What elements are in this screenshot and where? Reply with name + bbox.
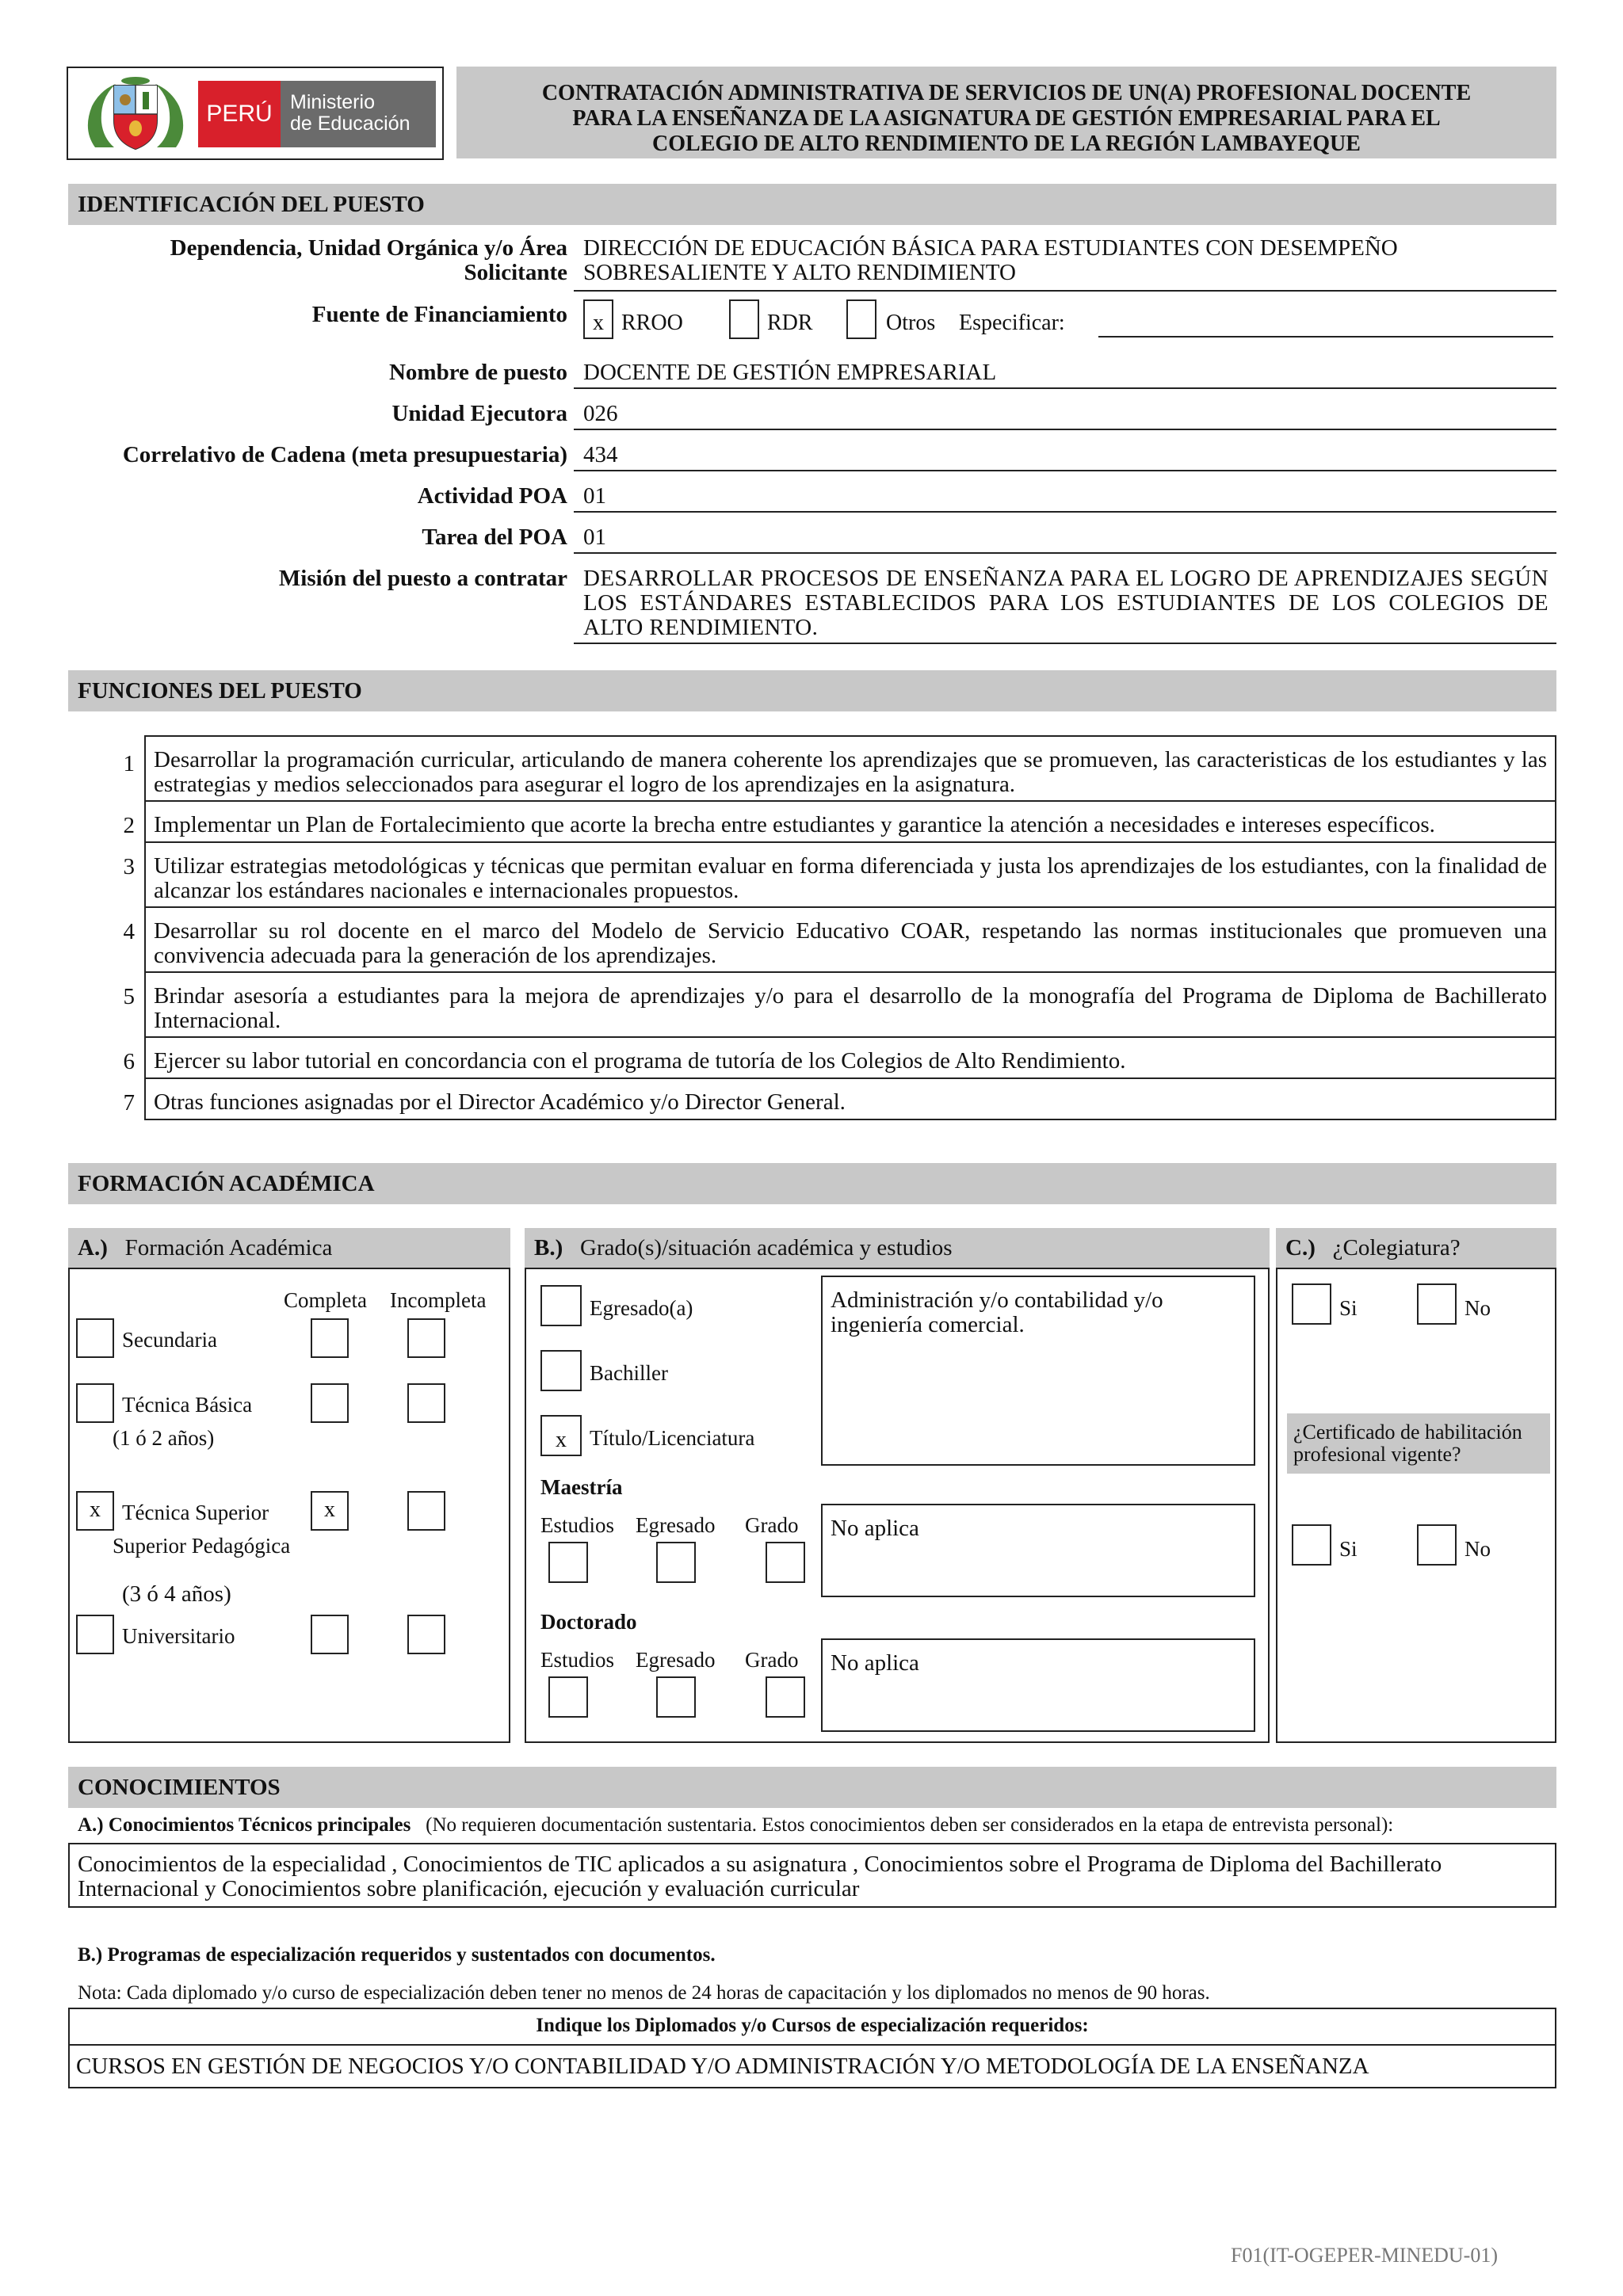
titulo-label: Título/Licenciatura [590, 1426, 755, 1450]
universitario-label: Universitario [122, 1624, 235, 1648]
funcion-item-1: Desarrollar la programación curricular, articulando de manera coherente los aprendizajes que se promueven, las caracteristicas de los estudiantes y las estrategias y medios seleccionados para asegurar el logro de los aprendizajes en la asignatura. [144, 735, 1556, 802]
nombre-value: DOCENTE DE GESTIÓN EMPRESARIAL [574, 360, 1556, 389]
section-conocimientos: CONOCIMIENTOS [68, 1767, 1556, 1808]
ministry-gray-block [281, 81, 436, 147]
doctorado-grado-checkbox[interactable] [766, 1676, 805, 1718]
doctorado-estudios-checkbox[interactable] [548, 1676, 588, 1718]
carrera-box: Administración y/o contabilidad y/o ingeniería comercial. [821, 1276, 1255, 1466]
panel-c-title: ¿Colegiatura? [1332, 1235, 1461, 1261]
tarea-label: Tarea del POA [422, 524, 567, 550]
panel-b-title: Grado(s)/situación académica y estudios [580, 1235, 953, 1261]
otros-checkbox[interactable] [846, 299, 876, 339]
panel-c-body [1276, 1268, 1556, 1743]
correlativo-label: Correlativo de Cadena (meta presupuestaria) [122, 442, 567, 467]
secundaria-label: Secundaria [122, 1328, 217, 1352]
nombre-label: Nombre de puesto [388, 360, 567, 385]
secundaria-completa-checkbox[interactable] [311, 1318, 349, 1358]
otros-label: Otros [886, 311, 936, 335]
title-line3: COLEGIO DE ALTO RENDIMIENTO DE LA REGIÓN LAMBAYEQUE [652, 132, 1361, 156]
maestria-grado-checkbox[interactable] [766, 1542, 805, 1583]
secundaria-checkbox[interactable] [76, 1318, 114, 1358]
funcion-num-5: 5 [123, 984, 135, 1009]
funcion-item-4: Desarrollar su rol docente en el marco del Modelo de Servicio Educativo COAR, respetando las normas institucionales que promueven una convivencia adecuada para la generación de los aprendizajes. [144, 906, 1556, 973]
tecnica-basica-checkbox[interactable] [76, 1383, 114, 1423]
colegiatura-no-checkbox[interactable] [1417, 1283, 1457, 1325]
tecnica-basica-label: Técnica Básica [122, 1393, 253, 1417]
titulo-checkbox[interactable]: x [540, 1415, 582, 1456]
certificado-line2: profesional vigente? [1293, 1443, 1461, 1466]
funcion-num-4: 4 [123, 919, 135, 944]
funcion-num-6: 6 [123, 1049, 135, 1074]
tecnica-basica-sub: (1 ó 2 años) [113, 1426, 215, 1450]
actividad-value: 01 [574, 484, 1556, 513]
conocimientos-a-title: A.) Conocimientos Técnicos principales [78, 1814, 411, 1836]
secundaria-incompleta-checkbox[interactable] [407, 1318, 445, 1358]
dependencia-label-2: Solicitante [464, 260, 567, 285]
panel-c-tag: C.) [1285, 1235, 1316, 1261]
tecnica-superior-completa-checkbox[interactable]: x [311, 1491, 349, 1531]
tecnica-basica-completa-checkbox[interactable] [311, 1383, 349, 1423]
correlativo-value: 434 [574, 443, 1556, 471]
fuente-label: Fuente de Financiamiento [311, 302, 567, 327]
egresado-checkbox[interactable] [540, 1285, 582, 1326]
unidad-value: 026 [574, 402, 1556, 430]
maestria-grado: Grado [745, 1513, 799, 1537]
superior-pedagogica-label: Superior Pedagógica [113, 1534, 291, 1558]
rdr-label: RDR [767, 311, 813, 335]
tecnica-superior-years: (3 ó 4 años) [122, 1581, 231, 1607]
footer-code: F01(IT-OGEPER-MINEDU-01) [1230, 2244, 1498, 2267]
panel-a-header [68, 1228, 510, 1268]
funcion-num-3: 3 [123, 854, 135, 879]
rdr-checkbox[interactable] [729, 299, 759, 339]
universitario-checkbox[interactable] [76, 1615, 114, 1654]
funcion-item-3: Utilizar estrategias metodológicas y técnicas que permitan evaluar en forma diferenciada y justa los aprendizajes de los estudiantes, con la finalidad de alcanzar los estándares nacionales e internacionales propuestos. [144, 841, 1556, 908]
conocimientos-a-line [78, 1814, 1393, 1836]
certificado-no-checkbox[interactable] [1417, 1524, 1457, 1566]
dependencia-value [574, 236, 1556, 292]
document-title [456, 67, 1556, 158]
doctorado-title: Doctorado [540, 1610, 637, 1634]
dependencia-label-1: Dependencia, Unidad Orgánica y/o Área [170, 235, 567, 261]
especificar-label: Especificar: [959, 311, 1065, 335]
panel-b-header [525, 1228, 1270, 1268]
doctorado-grado: Grado [745, 1648, 799, 1672]
certificado-line1: ¿Certificado de habilitación [1293, 1421, 1522, 1444]
funcion-num-2: 2 [123, 813, 135, 838]
funcion-num-7: 7 [123, 1090, 135, 1116]
maestria-estudios-checkbox[interactable] [548, 1542, 588, 1583]
panel-b-tag: B.) [534, 1235, 563, 1261]
doctorado-egresado-checkbox[interactable] [656, 1676, 696, 1718]
dependencia-value-1: DIRECCIÓN DE EDUCACIÓN BÁSICA PARA ESTUDIANTES CON DESEMPEÑO [583, 235, 1398, 261]
rroo-label: RROO [621, 311, 683, 335]
title-line2: PARA LA ENSEÑANZA DE LA ASIGNATURA DE GESTIÓN EMPRESARIAL PARA EL [572, 106, 1441, 131]
section-funciones: FUNCIONES DEL PUESTO [68, 670, 1556, 711]
title-line1: CONTRATACIÓN ADMINISTRATIVA DE SERVICIOS DE UN(A) PROFESIONAL DOCENTE [541, 81, 1472, 105]
universitario-incompleta-checkbox[interactable] [407, 1615, 445, 1654]
tecnica-basica-incompleta-checkbox[interactable] [407, 1383, 445, 1423]
maestria-estudios: Estudios [540, 1513, 615, 1537]
doctorado-estudios: Estudios [540, 1648, 615, 1672]
universitario-completa-checkbox[interactable] [311, 1615, 349, 1654]
rroo-checkbox[interactable]: x [583, 299, 613, 339]
peru-red-block: PERÚ [198, 81, 281, 147]
tecnica-superior-checkbox[interactable]: x [76, 1491, 114, 1531]
conocimientos-b-title: B.) Programas de especialización requeridos y sustentados con documentos. [78, 1944, 716, 1966]
funcion-item-6: Ejercer su labor tutorial en concordancia con el programa de tutoría de los Colegios de Alto Rendimiento. [144, 1036, 1556, 1079]
logo-box [67, 67, 444, 160]
funcion-item-7: Otras funciones asignadas por el Director Académico y/o Director General. [144, 1077, 1556, 1120]
maestria-egresado: Egresado [636, 1513, 716, 1537]
certificado-no-label: No [1465, 1537, 1491, 1561]
diplomados-table-header: Indique los Diplomados y/o Cursos de especialización requeridos: [68, 2008, 1556, 2046]
certificado-si-label: Si [1339, 1537, 1358, 1561]
actividad-label: Actividad POA [417, 483, 567, 509]
panel-a-tag: A.) [78, 1235, 108, 1261]
maestria-box: No aplica [821, 1504, 1255, 1597]
ministry-line2: de Educación [290, 113, 411, 135]
panel-a-title: Formación Académica [124, 1235, 333, 1261]
maestria-egresado-checkbox[interactable] [656, 1542, 696, 1583]
funcion-item-2: Implementar un Plan de Fortalecimiento que acorte la brecha entre estudiantes y garantice la atención a necesidades e intereses específicos. [144, 800, 1556, 843]
funcion-item-5: Brindar asesoría a estudiantes para la mejora de aprendizajes y/o para el desarrollo de la monografía del Programa de Diploma de Bachillerato Internacional. [144, 971, 1556, 1038]
tecnica-superior-incompleta-checkbox[interactable] [407, 1491, 445, 1531]
diplomados-value: CURSOS EN GESTIÓN DE NEGOCIOS Y/O CONTABILIDAD Y/O ADMINISTRACIÓN Y/O METODOLOGÍA DE LA ENSEÑANZA [76, 2054, 1369, 2079]
panel-c-header [1276, 1228, 1556, 1268]
bachiller-checkbox[interactable] [540, 1350, 582, 1391]
tecnica-superior-label: Técnica Superior [122, 1501, 269, 1524]
dependencia-label [79, 236, 567, 285]
mision-label: Misión del puesto a contratar [278, 566, 567, 591]
col-incompleta: Incompleta [390, 1288, 487, 1312]
colegiatura-no-label: No [1465, 1296, 1491, 1320]
egresado-label: Egresado(a) [590, 1296, 693, 1320]
conocimientos-b-note: Nota: Cada diplomado y/o curso de especialización deben tener no menos de 24 horas de capacitación y los diplomados no menos de 90 horas. [78, 1982, 1210, 2004]
colegiatura-si-label: Si [1339, 1296, 1358, 1320]
funcion-num-1: 1 [123, 751, 135, 776]
section-formacion: FORMACIÓN ACADÉMICA [68, 1163, 1556, 1204]
certificado-label [1287, 1413, 1550, 1474]
bachiller-label: Bachiller [590, 1361, 668, 1385]
doctorado-egresado: Egresado [636, 1648, 716, 1672]
especificar-field[interactable] [1098, 309, 1553, 338]
certificado-si-checkbox[interactable] [1292, 1524, 1331, 1566]
colegiatura-si-checkbox[interactable] [1292, 1283, 1331, 1325]
maestria-title: Maestría [540, 1475, 623, 1499]
conocimientos-a-box: Conocimientos de la especialidad , Conocimientos de TIC aplicados a su asignatura , Conocimientos sobre el Programa de Diploma del Bachillerato Internacional y Conocimientos sobre planificación, ejecución y evaluación curricular [68, 1843, 1556, 1908]
conocimientos-a-note: (No requieren documentación sustentaria. Estos conocimientos deben ser considerados en la etapa de entrevista personal): [426, 1814, 1394, 1836]
doctorado-box: No aplica [821, 1638, 1255, 1732]
mision-value: DESARROLLAR PROCESOS DE ENSEÑANZA PARA EL LOGRO DE APRENDIZAJES SEGÚN LOS ESTÁNDARES ESTABLECIDOS PARA LOS ESTUDIANTES DE LOS COLEGIOS DE ALTO RENDIMIENTO. [574, 566, 1556, 644]
col-completa: Completa [284, 1288, 367, 1312]
section-identificacion: IDENTIFICACIÓN DEL PUESTO [68, 184, 1556, 225]
peru-shield-icon [76, 74, 195, 152]
ministry-line1: Ministerio [290, 91, 375, 113]
tarea-value: 01 [574, 525, 1556, 554]
unidad-label: Unidad Ejecutora [391, 401, 567, 426]
dependencia-value-2: SOBRESALIENTE Y ALTO RENDIMIENTO [583, 260, 1016, 285]
